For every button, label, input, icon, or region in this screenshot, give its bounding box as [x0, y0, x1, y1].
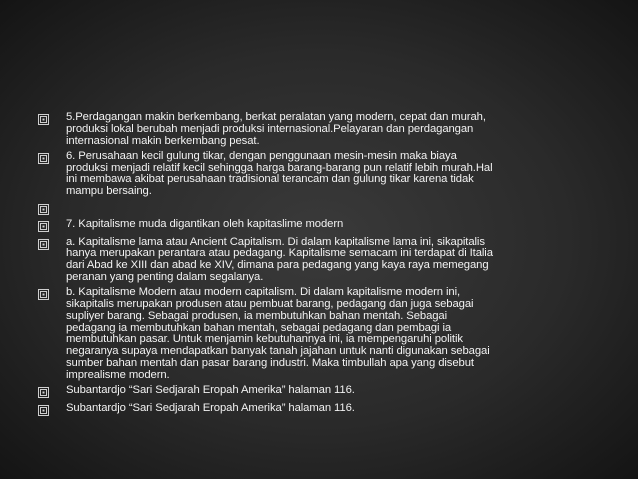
list-item	[38, 151, 598, 198]
square-target-icon	[38, 221, 66, 233]
list-item-text: Subantardjo “Sari Sedjarah Eropah Amerika” halaman 116.	[66, 384, 355, 397]
square-target-icon	[38, 153, 66, 165]
bullet-list	[38, 112, 598, 417]
square-target-icon	[38, 387, 66, 399]
square-target-icon	[38, 289, 66, 301]
list-item-empty	[38, 202, 598, 216]
list-item	[38, 219, 598, 233]
list-item	[38, 287, 598, 381]
list-item	[38, 403, 598, 417]
list-item	[38, 385, 598, 399]
list-item-text: 5.Perdagangan makin berkembang, berkat peralatan yang modern, cepat dan murah, produksi lokal berubah menjadi produksi internasional.Pelayaran dan perdagangan internasional makin berkembang pesat.	[66, 111, 486, 147]
list-item-text	[66, 202, 598, 214]
list-item-text: 7. Kapitalisme muda digantikan oleh kapitaslime modern	[66, 218, 344, 231]
list-item-text: 6. Perusahaan kecil gulung tikar, dengan penggunaan mesin-mesin maka biaya produksi menjadi relatif kecil sehingga harga barang-barang pun relatif lebih murah.Hal ini membawa akibat perusahaan tradisional terancam dan gulung tikar karena tidak mampu bersaing.	[66, 149, 493, 198]
list-item	[38, 237, 598, 284]
list-item	[38, 112, 598, 147]
list-item-text: b. Kapitalisme Modern atau modern capitalism. Di dalam kapitalisme modern ini, sikapitalis merupakan produsen atau pembuat barang, pedagang dan juga sebagai supliyer barang. Sebagai produsen, ia membutuhkan bahan mentah. Sebagai pedagang ia membutuhkan bahan mentah, sebagai pedagang dan pembagi ia membutuhkan pasar. Untuk menjamin kebutuhannya ini, ia mempengaruhi politik negaranya supaya mendapatkan banyak tanah jajahan untuk nanti digunakan sebagai sumber bahan mentah dan pasar barang industri. Maka timbullah apa yang disebut imprealisme modern.	[66, 286, 490, 381]
list-item-text: Subantardjo “Sari Sedjarah Eropah Amerika” halaman 116.	[66, 401, 355, 414]
square-target-icon	[38, 405, 66, 417]
list-item-text: a. Kapitalisme lama atau Ancient Capitalism. Di dalam kapitalisme lama ini, sikapitalis hanya merupakan perantara atau pedagang. Kapitalisme semacam ini terdapat di Italia dari Abad ke XIII dan abad ke XIV, dimana para pedagang yang kaya raya memegang peranan yang penting dalam segalanya.	[66, 235, 493, 283]
square-target-icon	[38, 114, 66, 126]
square-target-icon	[38, 204, 66, 216]
square-target-icon	[38, 239, 66, 251]
